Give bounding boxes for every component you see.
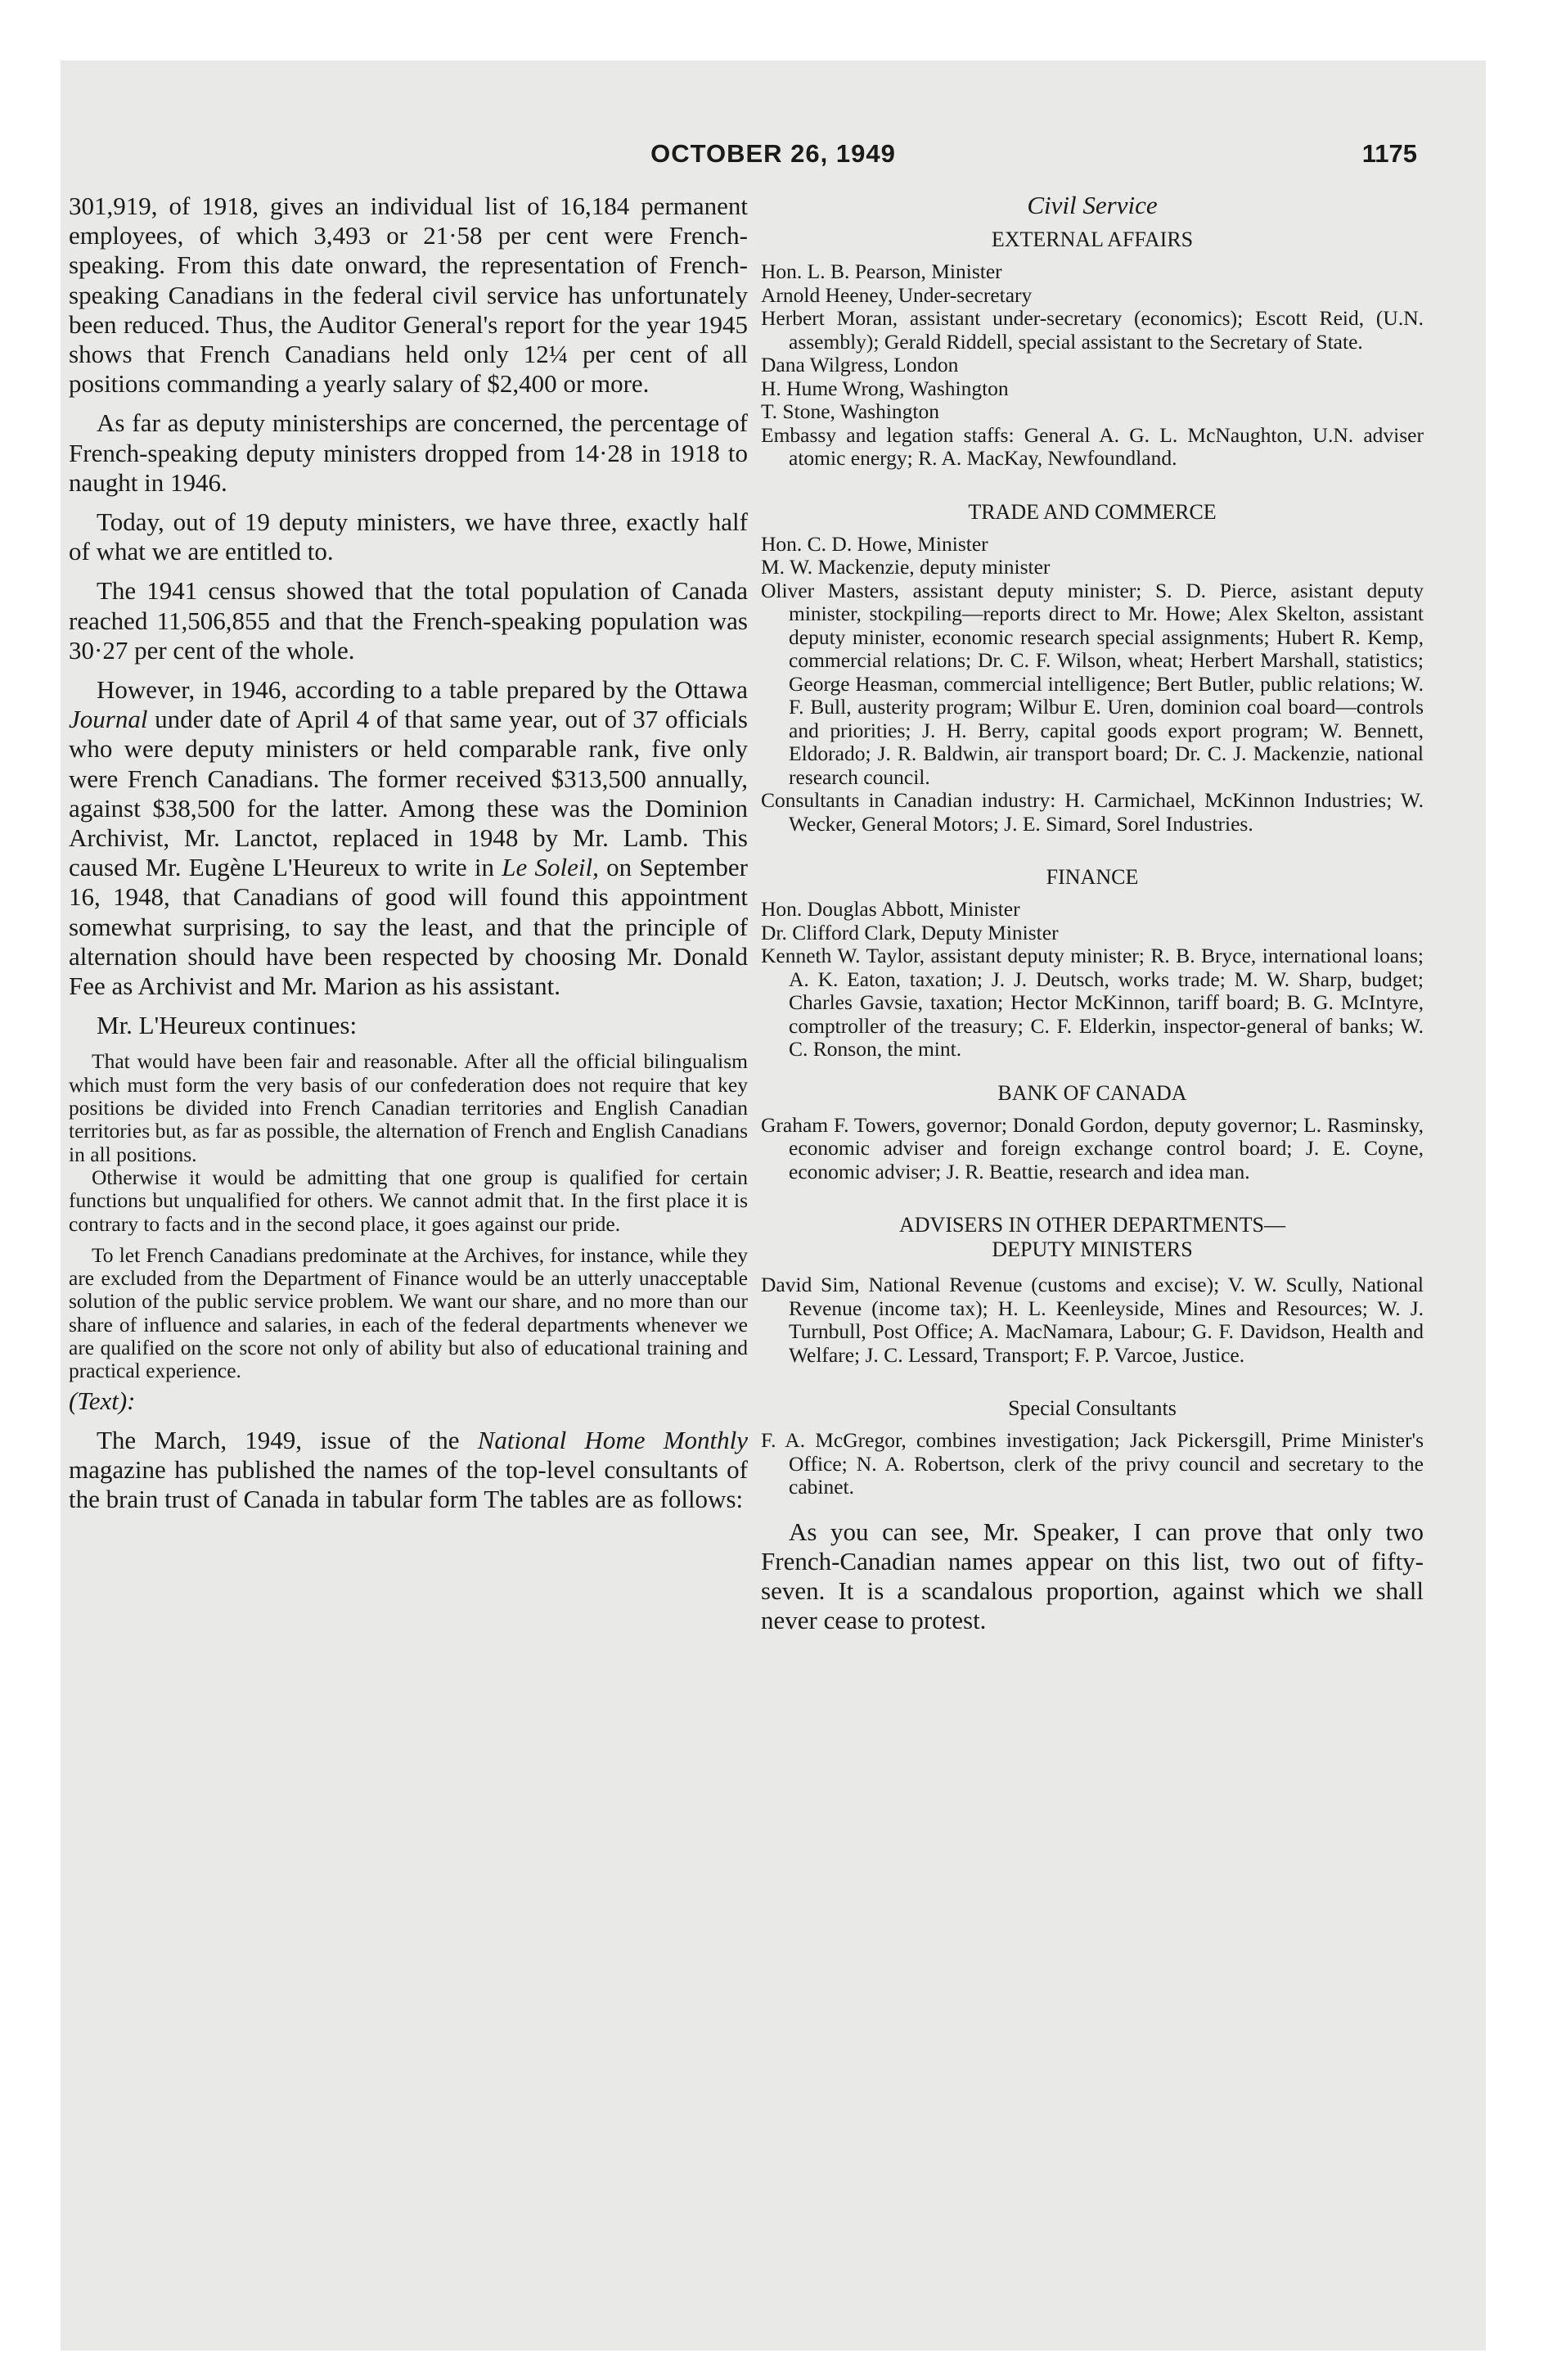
page <box>61 61 1486 2351</box>
page-number: 1175 <box>1361 139 1417 168</box>
advisers-heading-line-1: ADVISERS IN OTHER DEPARTMENTS— <box>898 1213 1285 1237</box>
list-item: Embassy and legation staffs: General A. G. L. McNaughton, U.N. adviser atomic energy; R. A. MacKay, Newfoundland. <box>761 422 1424 470</box>
paragraph-employees: 301,919, of 1918, gives an individual list of 16,184 permanent employees, of which 3,493 or 21·58 per cent were French-speaking. From this date onward, the representation of French-speaking Canadians in the federal civil service has unfortunately been reduced. Thus, the Auditor General's report for the year 1945 shows that French Canadians held only 12¼ per cent of all positions commanding a yearly salary of $2,400 or more. <box>69 192 748 399</box>
finance-heading: FINANCE <box>1046 865 1139 889</box>
civil-service-heading: Civil Service <box>1027 191 1158 219</box>
paragraph-today: Today, out of 19 deputy ministers, we have three, exactly half of what we are entitled to. <box>69 507 748 566</box>
paragraph-continues: Mr. L'Heureux continues: <box>97 1011 358 1040</box>
list-item: Consultants in Canadian industry: H. Carmichael, McKinnon Industries; W. Wecker, General Motors; J. E. Simard, Sorel Industries. <box>761 788 1424 836</box>
list-item: T. Stone, Washington <box>761 399 939 423</box>
paragraph-however <box>69 675 748 1001</box>
list-item: F. A. McGregor, combines investigation; Jack Pickersgill, Prime Minister's Office; N. A. Robertson, clerk of the privy council and secretary to the cabinet. <box>761 1428 1424 1499</box>
advisers-heading-line-2: DEPUTY MINISTERS <box>992 1237 1193 1261</box>
list-item: Dana Wilgress, London <box>761 353 959 376</box>
le-soleil-title: Le Soleil, <box>502 853 599 882</box>
list-item: Oliver Masters, assistant deputy minister; S. D. Pierce, asistant deputy minister, stockpiling—reports direct to Mr. Howe; Alex Skelton, assistant deputy minister, economic research special assignments; Hubert R. Kemp, commercial relations; Dr. C. F. Wilson, wheat; Herbert Marshall, statistics; George Heasman, commercial intelligence; Bert Butler, public relations; W. F. Bull, austerity program; Wilbur E. Uren, dominion coal board—controls and priorities; J. H. Berry, capital goods export program; W. Bennett, Eldorado; J. R. Baldwin, air transport board; Dr. C. J. Mackenzie, national research council. <box>761 578 1424 789</box>
list-item: Graham F. Towers, governor; Donald Gordon, deputy governor; L. Rasminsky, economic adviser and foreign exchange control board; J. E. Coyne, economic adviser; J. R. Beattie, research and idea man. <box>761 1112 1424 1183</box>
bank-of-canada-heading: BANK OF CANADA <box>997 1080 1187 1105</box>
page-date-heading: OCTOBER 26, 1949 <box>650 139 896 168</box>
list-item: Kenneth W. Taylor, assistant deputy minister; R. B. Bryce, international loans; A. K. Eaton, taxation; J. J. Deutsch, works trade; M. W. Sharp, budget; Charles Gavsie, taxation; Hector McKinnon, tariff board; B. G. McIntyre, comptroller of the treasury; C. F. Elderkin, inspector-general of banks; W. C. Ronson, the mint. <box>761 944 1424 1061</box>
paragraph-deputy-ministerships: As far as deputy ministerships are concerned, the percentage of French-speaking deputy ministers dropped from 14·28 in 1918 to naught in 1946. <box>69 408 748 497</box>
list-item: H. Hume Wrong, Washington <box>761 376 1009 400</box>
paragraph-however-part-c: on September 16, 1948, that Canadians of good will found this appointment somewhat surprising, to say the least, and that the principle of alternation should have been respected by choosing Mr. Donald Fee as Archivist and Mr. Marion as his assistant. <box>69 853 748 1001</box>
list-item: Hon. C. D. Howe, Minister <box>761 531 988 556</box>
list-item: Herbert Moran, assistant under-secretary (economics); Escott Reid, (U.N. assembly); Gerald Riddell, special assistant to the Secretary of State. <box>761 306 1424 354</box>
text-label: (Text): <box>69 1386 136 1415</box>
external-affairs-heading: EXTERNAL AFFAIRS <box>991 228 1194 251</box>
list-item: M. W. Mackenzie, deputy minister <box>761 555 1051 579</box>
quote-paragraph-2: Otherwise it would be admitting that one group is qualified for certain functions but unqualified for others. We cannot admit that. In the first place it is contrary to facts and in the second place, it goes against our pride. <box>69 1165 748 1236</box>
quote-paragraph-1: That would have been fair and reasonable. After all the official bilingualism which must form the very basis of our confederation does not require that key positions be divided into French Canadian territories and English Canadian territories but, as far as possible, the alternation of French and English Canadians in all positions. <box>69 1049 748 1166</box>
trade-commerce-heading: TRADE AND COMMERCE <box>968 499 1217 524</box>
magazine-title: National Home Monthly <box>477 1425 749 1454</box>
paragraph-however-part-a: However, in 1946, according to a table prepared by the Ottawa <box>97 675 748 705</box>
journal-title: Journal <box>69 705 148 734</box>
quote-paragraph-3: To let French Canadians predominate at the Archives, for instance, while they are excluded from the Department of Finance would be an utterly unacceptable solution of the public service problem. We want our share, and no more than our share of influence and salaries, in each of the federal departments whenever we are qualified on the score not only of ability but also of educational training and practical experience. <box>69 1242 748 1383</box>
list-item: Hon. Douglas Abbott, Minister <box>761 897 1020 921</box>
paragraph-magazine-part-b: magazine has published the names of the top-level consultants of the brain trust of Canada in tabular form The tables are as follows: <box>69 1455 748 1514</box>
list-item: Hon. L. B. Pearson, Minister <box>761 259 1002 283</box>
list-item: Dr. Clifford Clark, Deputy Minister <box>761 920 1059 944</box>
paragraph-magazine <box>69 1426 748 1515</box>
left-column <box>69 192 748 1524</box>
page-header <box>61 139 1486 180</box>
paragraph-however-part-b: under date of April 4 of that same year, out of 37 officials who were deputy ministers or held comparable rank, five only were French Canadians. The former received $313,500 annually, against $38,500 for the latter. Among these was the Dominion Archivist, Mr. Lanctot, replaced in 1948 by Mr. Lamb. This caused Mr. Eugène L'Heureux to write in <box>69 705 748 882</box>
list-item: David Sim, National Revenue (customs and excise); V. W. Scully, National Revenue (income tax); H. L. Keenleyside, Mines and Resources; W. J. Turnbull, Post Office; A. MacNamara, Labour; G. F. Davidson, Health and Welfare; J. C. Lessard, Transport; F. P. Varcoe, Justice. <box>761 1273 1424 1367</box>
advisers-heading <box>761 1213 1424 1262</box>
paragraph-magazine-part-a: The March, 1949, issue of the <box>97 1425 478 1454</box>
closing-paragraph: As you can see, Mr. Speaker, I can prove that only two French-Canadian names appear on this list, two out of fifty-seven. It is a scandalous proportion, against which we shall never cease to protest. <box>761 1517 1424 1635</box>
list-item: Arnold Heeney, Under-secretary <box>761 282 1033 307</box>
paragraph-census: The 1941 census showed that the total population of Canada reached 11,506,855 and that the French-speaking population was 30·27 per cent of the whole. <box>69 576 748 665</box>
right-column <box>761 192 1424 1645</box>
special-consultants-heading: Special Consultants <box>1008 1396 1177 1420</box>
